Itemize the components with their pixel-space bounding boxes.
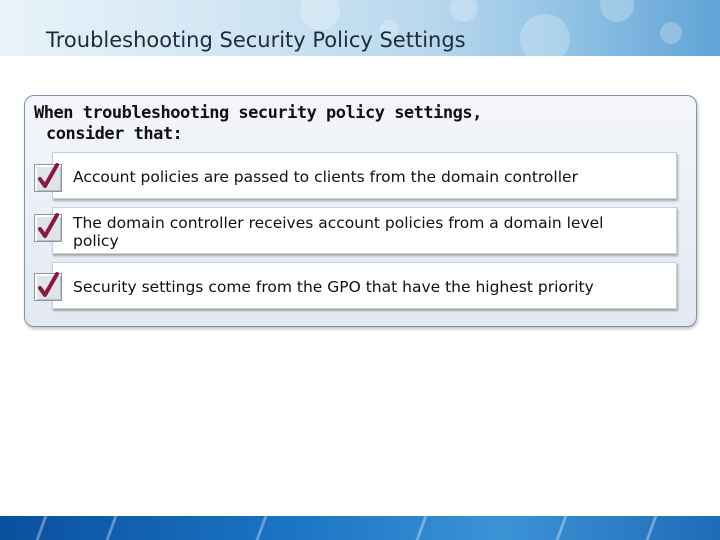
- list-item: [52, 152, 677, 199]
- checkmark-icon: [36, 271, 62, 301]
- decorative-streak: [256, 516, 268, 540]
- decorative-streak: [106, 516, 118, 540]
- checkbox: [34, 214, 62, 242]
- list-item: [52, 207, 677, 254]
- decorative-bubble: [450, 0, 478, 22]
- checkbox: [34, 164, 62, 192]
- list-item-text: The domain controller receives account policies from a domain level policy: [73, 214, 604, 250]
- checkmark-icon: [36, 212, 62, 242]
- intro-line-2: consider that:: [46, 124, 183, 144]
- slide-title: Troubleshooting Security Policy Settings: [46, 28, 466, 52]
- decorative-streak: [416, 516, 428, 540]
- decorative-streak: [646, 516, 658, 540]
- intro-text: [34, 103, 594, 145]
- decorative-bubble: [300, 0, 340, 30]
- list-item-text: Account policies are passed to clients from the domain controller: [73, 168, 578, 186]
- checkbox: [34, 273, 62, 301]
- decorative-bubble: [600, 0, 634, 22]
- decorative-bubble: [520, 14, 570, 56]
- decorative-streak: [36, 516, 48, 540]
- decorative-bubble: [660, 22, 682, 44]
- intro-line-1: When troubleshooting security policy settings,: [34, 103, 482, 123]
- decorative-streak: [556, 516, 568, 540]
- list-item: [52, 262, 677, 309]
- footer-band: [0, 516, 720, 540]
- checkmark-icon: [36, 162, 62, 192]
- list-item-text: Security settings come from the GPO that have the highest priority: [73, 278, 594, 296]
